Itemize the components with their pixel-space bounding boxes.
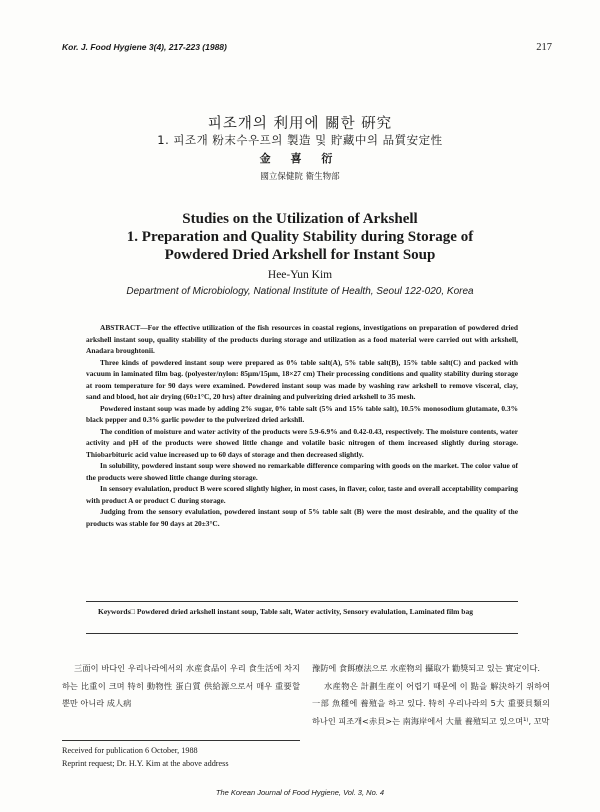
abstract-paragraph-4: The condition of moisture and water activity of the products were 5.9-6.9% and 0.42-0.43, respectively. The moisture contents, water activity and pH of the products were showed little change and volatile basic nitrogen of them increased slightly during storage. Thiobarbituric acid value increased up to 60 days of storage and then decreased slightly. bbox=[86, 426, 518, 459]
abstract-paragraph-3: Powdered instant soup was made by adding 2% sugar, 0% table salt (5% and 15% table salt), 10.5% monosodium glutamate, 0.3% black pepper and 0.3% garlic powder to the pulverized dried arkshll. bbox=[86, 403, 518, 424]
abstract-paragraph-6: In sensory evalulation, product B were scored slightly higher, in most cases, in flaver, color, taste and overall acceptability comparing with product A or product C during storage. bbox=[86, 484, 518, 505]
body-right-paragraph-1: 豫防에 食餌療法으로 水産物의 攝取가 勸獎되고 있는 實定이다. bbox=[312, 663, 541, 673]
reprint-request: Reprint request; Dr. H.Y. Kim at the above address bbox=[62, 759, 229, 768]
body-left-column bbox=[62, 660, 300, 713]
korean-title: 피조개의 利用에 關한 硏究 bbox=[207, 116, 393, 132]
english-title-line2: 1. Preparation and Quality Stability during Storage of bbox=[126, 229, 474, 245]
abstract-paragraph-2: Three kinds of powdered instant soup were prepared as 0% table salt(A), 5% table salt(B), 15% table salt(C) and packed with vacuum in laminated film bag. (polyester/nylon: 85μm/15μm, 18×27 cm) Their processing conditions and quality stability during storage at room temperature for 90 days were examined. Powdered instant soup was made by washing raw arkshell to remove visceral, clay, sand and blood, hot air drying (60±1°C, 20 hrs) after draining and pulverizing dried arkshell to 35 mesh. bbox=[86, 357, 518, 401]
korean-affiliation: 國立保健院 衛生物部 bbox=[260, 172, 340, 182]
body-left-paragraph: 三面이 바다인 우리나라에서의 水産食品이 우리 食生活에 차지하는 比重이 크며 特히 動物性 蛋白質 供給源으로서 매우 重要할 뿐만 아니라 成人病 bbox=[62, 663, 300, 708]
abstract bbox=[86, 322, 518, 529]
english-affiliation: Department of Microbiology, National Institute of Health, Seoul 122-020, Korea bbox=[126, 286, 474, 297]
keywords-top-rule bbox=[86, 601, 518, 602]
english-author: Hee-Yun Kim bbox=[267, 269, 333, 281]
footnote-rule bbox=[62, 740, 300, 741]
body-right-paragraph-2: 水産物은 計劃生産이 어렵기 때문에 이 點을 解決하기 위하여 一部 魚種에 養殖을 하고 있다. 特히 우리나라의 5大 重要貝類의 하나인 피조개<赤貝>는 南海岸에서 大量 養殖되고 있으며¹⁾, 꼬막 bbox=[312, 680, 550, 726]
body-right-column bbox=[312, 660, 550, 730]
abstract-paragraph-5: In solubility, powdered instant soup were showed no remarkable difference comparing with goods on the market. The color value of the products were showed little change during storage. bbox=[86, 461, 518, 482]
abstract-paragraph-1: ABSTRACT—For the effective utilization of the fish resources in coastal regions, investigations on preparation of powdered dried arkshell instant soup, quality stability of the products during storage and utilization as a food material were carried out with arkshell, Anadara broughtonii. bbox=[86, 323, 518, 355]
english-title-line3: Powdered Dried Arkshell for Instant Soup bbox=[164, 247, 436, 263]
keywords: Keywords□ Powdered dried arkshell instant soup, Table salt, Water activity, Sensory evalulation, Laminated film bag bbox=[98, 607, 473, 616]
page-footer: The Korean Journal of Food Hygiene, Vol. 3, No. 4 bbox=[215, 788, 385, 797]
keywords-bottom-rule bbox=[86, 633, 518, 634]
english-title-line1: Studies on the Utilization of Arkshell bbox=[182, 211, 418, 227]
journal-citation: Kor. J. Food Hygiene 3(4), 217-223 (1988) bbox=[62, 42, 227, 52]
footnote bbox=[62, 744, 302, 770]
page-number: 217 bbox=[536, 42, 552, 53]
english-title bbox=[0, 210, 600, 264]
abstract-paragraph-7: Judging from the sensory evalulation, powdered instant soup of 5% table salt (B) were the most desirable, and the quality of the products was stable for 90 days at 20±3°C. bbox=[86, 507, 518, 528]
received-date: Received for publication 6 October, 1988 bbox=[62, 746, 198, 755]
korean-subtitle: 1. 피조개 粉末수우프의 製造 및 貯藏中의 品質安定性 bbox=[157, 133, 443, 147]
korean-author: 金 喜 衍 bbox=[259, 152, 341, 165]
